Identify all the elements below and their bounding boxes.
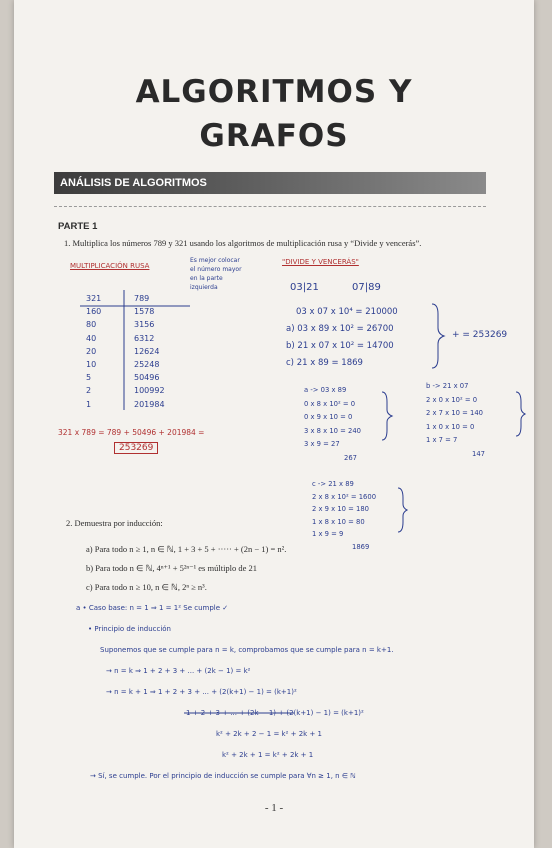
rusa-left-column: 321 160 80 40 20 10 5 2 1	[86, 294, 102, 409]
page-title-line1: ALGORITMOS Y	[135, 74, 413, 110]
block-a: a -> 03 x 89 0 x 8 x 10² = 0 0 x 9 x 10 = 0 3 x 8 x 10 = 240 3 x 9 = 27 267	[304, 386, 361, 462]
worksheet-page	[14, 0, 534, 848]
rusa-title: MULTIPLICACIÓN RUSA	[70, 262, 150, 270]
dyv-lines: 03 x 07 x 10⁴ = 210000 a) 03 x 89 x 10² = 26700 b) 21 x 07 x 10² = 14700 c) 21 x 89 = 1869	[286, 307, 398, 368]
handwriting-strokes	[14, 0, 534, 848]
question-1: 1. Multiplica los números 789 y 321 usando los algoritmos de multiplicación rusa y “Divide y vencerás”.	[64, 238, 422, 248]
dyv-brace	[432, 304, 444, 368]
page-number: - 1 -	[264, 802, 284, 814]
question-2-items: a) Para todo n ≥ 1, n ∈ ℕ, 1 + 3 + 5 + ····· + (2n − 1) = n². b) Para todo n ∈ ℕ, 4ⁿ⁺¹ + 5²ⁿ⁻¹ es múltiplo de 21 c) Para todo n ≥ 10, n ∈ ℕ, 2ⁿ ≥ n³.	[86, 544, 287, 592]
dyv-split-b: 07|89	[352, 282, 381, 293]
dyv-total: + = 253269	[452, 330, 508, 340]
page-title-line2: GRAFOS	[199, 118, 349, 154]
question-2: 2. Demuestra por inducción:	[66, 518, 163, 528]
brace-a	[382, 392, 392, 440]
parte-heading: PARTE 1	[58, 221, 98, 232]
dyv-title: "DIVIDE Y VENCERÁS"	[282, 258, 359, 266]
dyv-split-a: 03|21	[290, 282, 319, 293]
induction-proof: a • Caso base: n = 1 ⇒ 1 = 1² Se cumple ✓ • Principio de inducción Suponemos que se cumple para n = k, comprobamos que se cumple para n = k+1. → n = k ⇒ 1 + 2 + 3 + ... + (2k − 1) = k² → n = k + 1 ⇒ 1 + 2 + 3 + ... + (2(k+1) − 1) = (k+1)² 1 + 2 + 3 + ... + (2k − 1) + (2(k+1) − 1) = (k+1)² k² + 2k + 2 − 1 = k² + 2k + 1 k² + 2k + 1 = k² + 2k + 1 → Sí, se cumple. Por el principio de inducción se cumple para ∀n ≥ 1, n ∈ ℕ	[76, 604, 394, 780]
rusa-note: Es mejor colocar el número mayor en la parte izquierda	[190, 257, 242, 291]
block-c: c -> 21 x 89 2 x 8 x 10² = 1600 2 x 9 x 10 = 180 1 x 8 x 10 = 80 1 x 9 = 9 1869	[312, 480, 377, 551]
rusa-right-column: 789 1578 3156 6312 12624 25248 50496 100992 201984	[134, 294, 165, 409]
brace-c	[398, 488, 407, 532]
block-b: b -> 21 x 07 2 x 0 x 10² = 0 2 x 7 x 10 = 140 1 x 0 x 10 = 0 1 x 7 = 7 147	[426, 382, 485, 458]
brace-b	[516, 392, 525, 436]
rusa-result: 253269	[114, 442, 158, 454]
section-header: ANÁLISIS DE ALGORITMOS	[54, 172, 486, 194]
rusa-sum: 321 x 789 = 789 + 50496 + 201984 =	[58, 428, 205, 437]
